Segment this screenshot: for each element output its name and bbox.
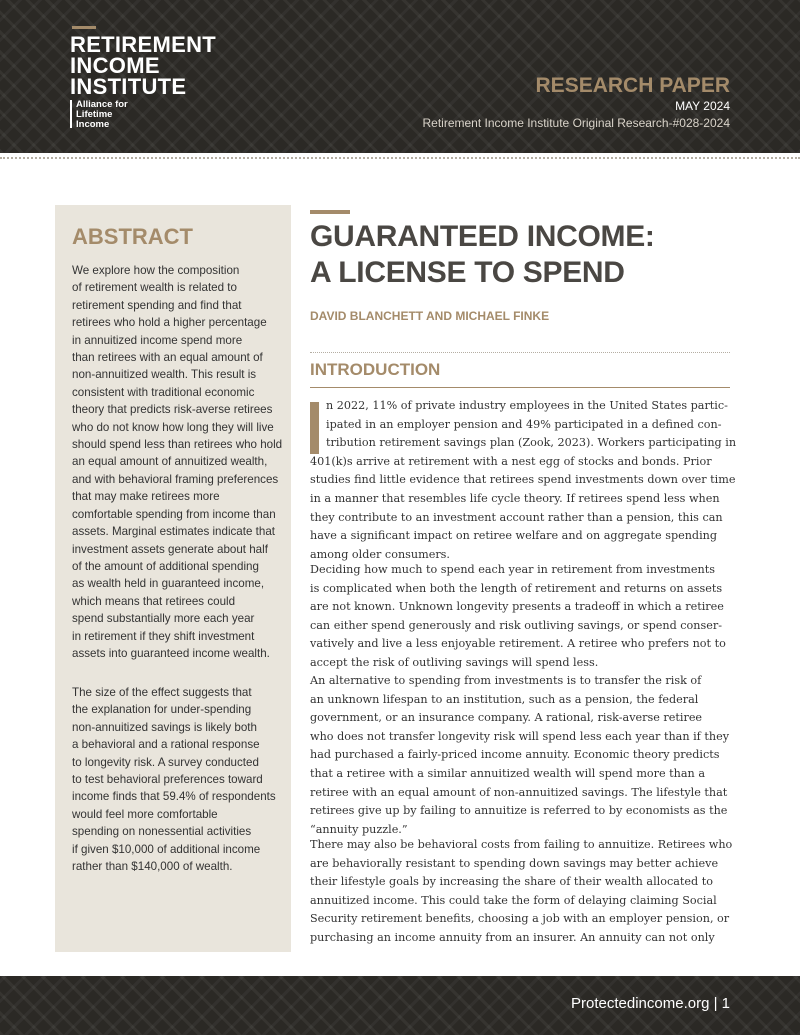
text-line: had purchased a fairly-priced income annuity. Economic theory predicts [310,748,720,762]
text-line: purchasing an income annuity from an insurer. An annuity can not only [310,930,715,944]
logo-line-3: INSTITUTE [70,74,187,99]
text-line: a behavioral and a rational response [72,738,260,752]
text-line: We explore how the composition [72,264,240,277]
text-line: ipated in an employer pension and 49% participated in a defined con- [326,417,722,431]
text-line: accept the risk of outliving savings will spend less. [310,655,599,669]
text-line: as wealth held in guaranteed income, [72,577,265,591]
text-line: their lifestyle goals by increasing the share of their wealth allocated to [310,875,713,889]
text-line: in annuitized income spend more [72,333,243,347]
text-line: non-annuitized wealth. This result is [72,368,257,382]
text-line: non-annuitized savings is likely both [72,720,257,734]
text-line: There may also be behavioral costs from failing to annuitize. Retirees who [310,838,733,851]
text-line: government, or an insurance company. A rational, risk-averse retiree [310,711,703,725]
text-line: 401(k)s arrive at retirement with a nest egg of stocks and bonds. Prior [310,454,712,468]
abstract-panel [55,205,291,952]
section-heading: INTRODUCTION [310,360,441,379]
text-line: which means that retirees could [72,594,236,608]
text-line: an unknown lifespan to an institution, such as a pension, the federal [310,692,699,706]
text-line: if given $10,000 of additional income [72,842,261,856]
section-rule [310,387,730,388]
logo-divider [70,100,72,128]
text-line: studies find little evidence that retirees spend investments down over time [310,473,736,487]
text-line: who do not know how long they will live [72,420,274,434]
article-title-line-2: A LICENSE TO SPEND [310,256,625,289]
text-line: retiree with an equal amount of non-annuitized savings. The lifestyle that [310,785,728,799]
text-line: that may make retirees more [72,490,220,504]
text-line: they contribute to an investment account rather than a pension, this can [310,510,723,524]
text-line: rather than $140,000 of wealth. [72,860,233,874]
doc-series: Retirement Income Institute Original Research-#028-2024 [422,116,730,130]
text-line: The size of the effect suggests that [72,686,252,699]
footer-url[interactable]: Protectedincome.org | 1 [571,995,730,1012]
logo-sub-1: Alliance for [76,99,128,110]
text-line: income finds that 59.4% of respondents [72,790,276,804]
text-line: to test behavioral preferences toward [72,773,263,787]
text-line: would feel more comfortable [72,807,218,821]
abstract-heading: ABSTRACT [72,224,193,249]
text-line: comfortable spending from income than [72,507,276,521]
text-line: among older consumers. [310,547,450,561]
title-accent-bar [310,210,350,214]
text-line: than retirees with an equal amount of [72,351,263,365]
text-line: can either spend generously and risk outliving savings, or spend conser- [310,618,722,632]
text-line: An alternative to spending from investments is to transfer the risk of [310,674,702,687]
logo-sub-2: Lifetime [76,109,113,120]
text-line: and with behavioral framing preferences [72,472,279,486]
logo-accent-bar [72,26,96,29]
text-line: assets. Marginal estimates indicate that [72,525,275,539]
doc-type-label: RESEARCH PAPER [535,74,730,97]
doc-date: MAY 2024 [675,99,730,113]
header-banner [0,0,800,153]
text-line: have a significant impact on retiree welfare and on aggregate spending [310,529,718,543]
text-line: spend substantially more each year [72,612,255,626]
body-paragraph-2 [310,561,730,673]
text-line: “annuity puzzle.” [310,822,408,836]
text-line: are not known. Unknown longevity presents a tradeoff in which a retiree [310,600,724,614]
text-line: are behaviorally resistant to spending down savings may better achieve [310,856,719,870]
text-line: vatively and live a less enjoyable retirement. A retiree who prefers not to [310,637,726,651]
authors-divider [310,352,730,353]
text-line: retirees who hold a higher percentage [72,316,267,330]
text-line: theory that predicts risk-averse retirees [72,403,273,417]
text-line: of retirement wealth is related to [72,281,237,295]
text-line: tribution retirement savings plan (Zook, 2023). Workers participating in [326,436,737,450]
text-line: retirement spending and find that [72,298,242,312]
text-line: Security retirement benefits, choosing a job with an employer pension, or [310,912,730,926]
abstract-paragraph-1 [72,262,284,662]
text-line: that a retiree with a similar annuitized wealth will spend more than a [310,766,705,780]
footer-banner [0,976,800,1035]
text-line: investment assets generate about half [72,542,268,556]
text-line: to longevity risk. A survey conducted [72,755,259,769]
logo-sub-3: Income [76,119,110,130]
text-line: retirees give up by failing to annuitize is referred to by economists as the [310,804,728,818]
article-title-line-1: GUARANTEED INCOME: [310,220,655,253]
text-line: consistent with traditional economic [72,385,255,399]
text-line: n 2022, 11% of private industry employees in the United States partic- [326,399,728,412]
text-line: Deciding how much to spend each year in retirement from investments [310,563,715,576]
abstract-paragraph-2 [72,684,284,875]
body-paragraph-1 [310,397,737,564]
text-line: spending on nonessential activities [72,825,252,839]
logo-line-2: INCOME [70,53,160,78]
body-paragraph-3 [310,672,730,839]
text-line: in a manner that resembles life cycle theory. If retirees spend less when [310,491,720,505]
text-line: annuitized income. This could take the form of delaying claiming Social [310,893,717,907]
body-paragraph-4 [310,836,733,948]
text-line: assets into guaranteed income wealth. [72,646,270,660]
text-line: the explanation for under-spending [72,703,252,717]
header-divider [0,157,800,159]
article-authors: DAVID BLANCHETT AND MICHAEL FINKE [310,309,550,323]
text-line: who does not transfer longevity risk will spend less each year than if they [310,729,730,743]
text-line: in retirement if they shift investment [72,629,255,643]
text-line: an equal amount of annuitized wealth, [72,455,268,469]
text-line: is complicated when both the length of retirement and returns on assets [310,581,723,595]
text-line: of the amount of additional spending [72,559,259,573]
logo-line-1: RETIREMENT [70,32,216,57]
text-line: should spend less than retirees who hold [72,438,283,452]
